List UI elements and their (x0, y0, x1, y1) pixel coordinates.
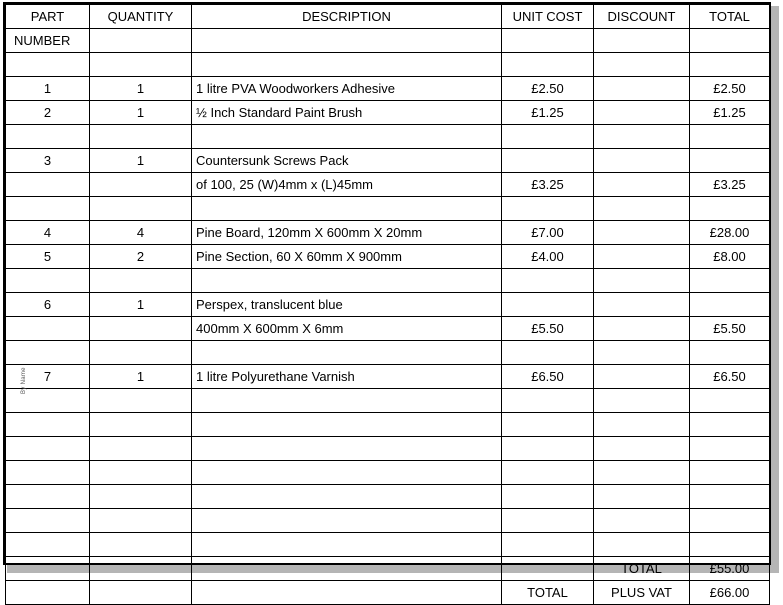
cell-description (192, 341, 502, 365)
header-part-number: NUMBER (6, 29, 90, 53)
cell-part (6, 269, 90, 293)
cell-total-value: £55.00 (690, 557, 770, 581)
cell-unit-cost (502, 437, 594, 461)
cell-quantity (90, 581, 192, 605)
cell-quantity (90, 533, 192, 557)
cell-discount (594, 269, 690, 293)
cell-quantity: 1 (90, 101, 192, 125)
cell-unit-cost: £6.50 (502, 365, 594, 389)
cell-unit-cost (502, 197, 594, 221)
header-quantity-blank (90, 29, 192, 53)
table-row (6, 413, 770, 437)
cell-quantity (90, 317, 192, 341)
cell-quantity (90, 53, 192, 77)
cell-unit-cost: £5.50 (502, 317, 594, 341)
cell-unit-cost (502, 53, 594, 77)
cell-description (192, 389, 502, 413)
cell-discount (594, 221, 690, 245)
cell-unit-cost: £1.25 (502, 101, 594, 125)
cell-quantity (90, 485, 192, 509)
cell-unit-cost (502, 509, 594, 533)
table-row (6, 485, 770, 509)
cell-description: Countersunk Screws Pack (192, 149, 502, 173)
cell-part (6, 341, 90, 365)
header-total-blank (690, 29, 770, 53)
cell-part: 4 (6, 221, 90, 245)
costing-table (5, 4, 770, 605)
cell-description (192, 269, 502, 293)
cell-part (6, 461, 90, 485)
cell-description: Pine Section, 60 X 60mm X 900mm (192, 245, 502, 269)
cell-discount (594, 125, 690, 149)
cell-quantity (90, 437, 192, 461)
cell-discount (594, 413, 690, 437)
cell-total (690, 197, 770, 221)
cell-description (192, 461, 502, 485)
table-row (6, 245, 770, 269)
cell-description (192, 413, 502, 437)
cell-plus-vat-label: PLUS VAT (594, 581, 690, 605)
cell-quantity: 1 (90, 365, 192, 389)
cell-part (6, 533, 90, 557)
cell-part (6, 485, 90, 509)
cell-description (192, 197, 502, 221)
cell-total-label: TOTAL (594, 557, 690, 581)
cell-total (690, 125, 770, 149)
cell-total (690, 533, 770, 557)
cell-part (6, 557, 90, 581)
cell-description: of 100, 25 (W)4mm x (L)45mm (192, 173, 502, 197)
cell-unit-cost: £2.50 (502, 77, 594, 101)
header-total: TOTAL (690, 5, 770, 29)
cell-quantity: 1 (90, 77, 192, 101)
header-description-blank (192, 29, 502, 53)
table-row (6, 77, 770, 101)
cell-description: 1 litre PVA Woodworkers Adhesive (192, 77, 502, 101)
cell-part (6, 509, 90, 533)
cell-total: £2.50 (690, 77, 770, 101)
cell-part: 5 (6, 245, 90, 269)
table-row-total (6, 557, 770, 581)
cell-quantity (90, 461, 192, 485)
cell-quantity (90, 125, 192, 149)
cell-description (192, 485, 502, 509)
table-header-row-2 (6, 29, 770, 53)
cell-total-label-2: TOTAL (502, 581, 594, 605)
header-discount: DISCOUNT (594, 5, 690, 29)
cell-discount (594, 317, 690, 341)
cell-quantity: 4 (90, 221, 192, 245)
cell-description (192, 125, 502, 149)
table-row (6, 509, 770, 533)
cell-discount (594, 101, 690, 125)
cell-quantity (90, 509, 192, 533)
table-row (6, 461, 770, 485)
cell-total: £5.50 (690, 317, 770, 341)
cell-discount (594, 149, 690, 173)
cell-total (690, 389, 770, 413)
cell-total (690, 485, 770, 509)
cell-part (6, 53, 90, 77)
cell-unit-cost (502, 533, 594, 557)
cell-unit-cost (502, 485, 594, 509)
cell-unit-cost (502, 389, 594, 413)
header-part: PART (6, 5, 90, 29)
cell-discount (594, 485, 690, 509)
cell-discount (594, 389, 690, 413)
cell-quantity (90, 197, 192, 221)
cell-part: 2 (6, 101, 90, 125)
cell-description (192, 53, 502, 77)
header-discount-blank (594, 29, 690, 53)
table-row (6, 221, 770, 245)
cell-discount (594, 173, 690, 197)
header-unit-cost: UNIT COST (502, 5, 594, 29)
cell-discount (594, 77, 690, 101)
table-row (6, 365, 770, 389)
table-row (6, 149, 770, 173)
cell-total (690, 461, 770, 485)
cell-description (192, 437, 502, 461)
cell-discount (594, 365, 690, 389)
cell-part (6, 197, 90, 221)
cell-description: 1 litre Polyurethane Varnish (192, 365, 502, 389)
cell-quantity (90, 557, 192, 581)
cell-description (192, 557, 502, 581)
cell-discount (594, 341, 690, 365)
table-row (6, 173, 770, 197)
cell-part (6, 581, 90, 605)
costing-table-frame (3, 2, 771, 600)
cell-description (192, 509, 502, 533)
author-watermark: By Name (21, 367, 27, 394)
cell-total: £28.00 (690, 221, 770, 245)
cell-total (690, 293, 770, 317)
table-row (6, 533, 770, 557)
cell-description: Pine Board, 120mm X 600mm X 20mm (192, 221, 502, 245)
page-shadow-right (771, 6, 779, 569)
table-row (6, 389, 770, 413)
cell-description: ½ Inch Standard Paint Brush (192, 101, 502, 125)
cell-quantity: 2 (90, 245, 192, 269)
cell-quantity: 1 (90, 149, 192, 173)
cell-part: 1 (6, 77, 90, 101)
cell-discount (594, 293, 690, 317)
cell-quantity (90, 173, 192, 197)
cell-unit-cost (502, 149, 594, 173)
cell-total (690, 341, 770, 365)
cell-part: 7 (6, 365, 90, 389)
table-header-row (6, 5, 770, 29)
cell-total: £6.50 (690, 365, 770, 389)
cell-description (192, 581, 502, 605)
cell-part (6, 125, 90, 149)
cell-unit-cost (502, 341, 594, 365)
cell-discount (594, 245, 690, 269)
cell-quantity (90, 341, 192, 365)
cell-description: Perspex, translucent blue (192, 293, 502, 317)
cell-discount (594, 197, 690, 221)
cell-total (690, 269, 770, 293)
table-row (6, 341, 770, 365)
cell-total (690, 413, 770, 437)
cell-quantity (90, 413, 192, 437)
cell-discount (594, 53, 690, 77)
cell-description: 400mm X 600mm X 6mm (192, 317, 502, 341)
table-row (6, 53, 770, 77)
cell-total (690, 53, 770, 77)
table-row (6, 125, 770, 149)
table-row (6, 317, 770, 341)
header-unit-cost-blank (502, 29, 594, 53)
cell-unit-cost (502, 413, 594, 437)
header-quantity: QUANTITY (90, 5, 192, 29)
cell-discount (594, 509, 690, 533)
table-row (6, 437, 770, 461)
cell-total (690, 149, 770, 173)
cell-part (6, 173, 90, 197)
table-row (6, 197, 770, 221)
cell-unit-cost: £3.25 (502, 173, 594, 197)
cell-part: 3 (6, 149, 90, 173)
cell-quantity (90, 389, 192, 413)
table-row (6, 269, 770, 293)
cell-total: £1.25 (690, 101, 770, 125)
cell-part (6, 413, 90, 437)
cell-discount (594, 437, 690, 461)
cell-part: 6 (6, 293, 90, 317)
header-description: DESCRIPTION (192, 5, 502, 29)
cell-part (6, 437, 90, 461)
cell-discount (594, 533, 690, 557)
cell-quantity: 1 (90, 293, 192, 317)
table-row (6, 101, 770, 125)
cell-unit-cost (502, 125, 594, 149)
cell-discount (594, 461, 690, 485)
cell-description (192, 533, 502, 557)
table-row (6, 293, 770, 317)
table-row-vat (6, 581, 770, 605)
cell-unit-cost: £7.00 (502, 221, 594, 245)
cell-unit-cost (502, 461, 594, 485)
cell-total (690, 509, 770, 533)
cell-total: £8.00 (690, 245, 770, 269)
cell-part (6, 317, 90, 341)
cell-quantity (90, 269, 192, 293)
cell-unit-cost (502, 557, 594, 581)
cell-total: £3.25 (690, 173, 770, 197)
cell-unit-cost: £4.00 (502, 245, 594, 269)
cell-total (690, 437, 770, 461)
cell-unit-cost (502, 269, 594, 293)
cell-total-with-vat: £66.00 (690, 581, 770, 605)
cell-unit-cost (502, 293, 594, 317)
